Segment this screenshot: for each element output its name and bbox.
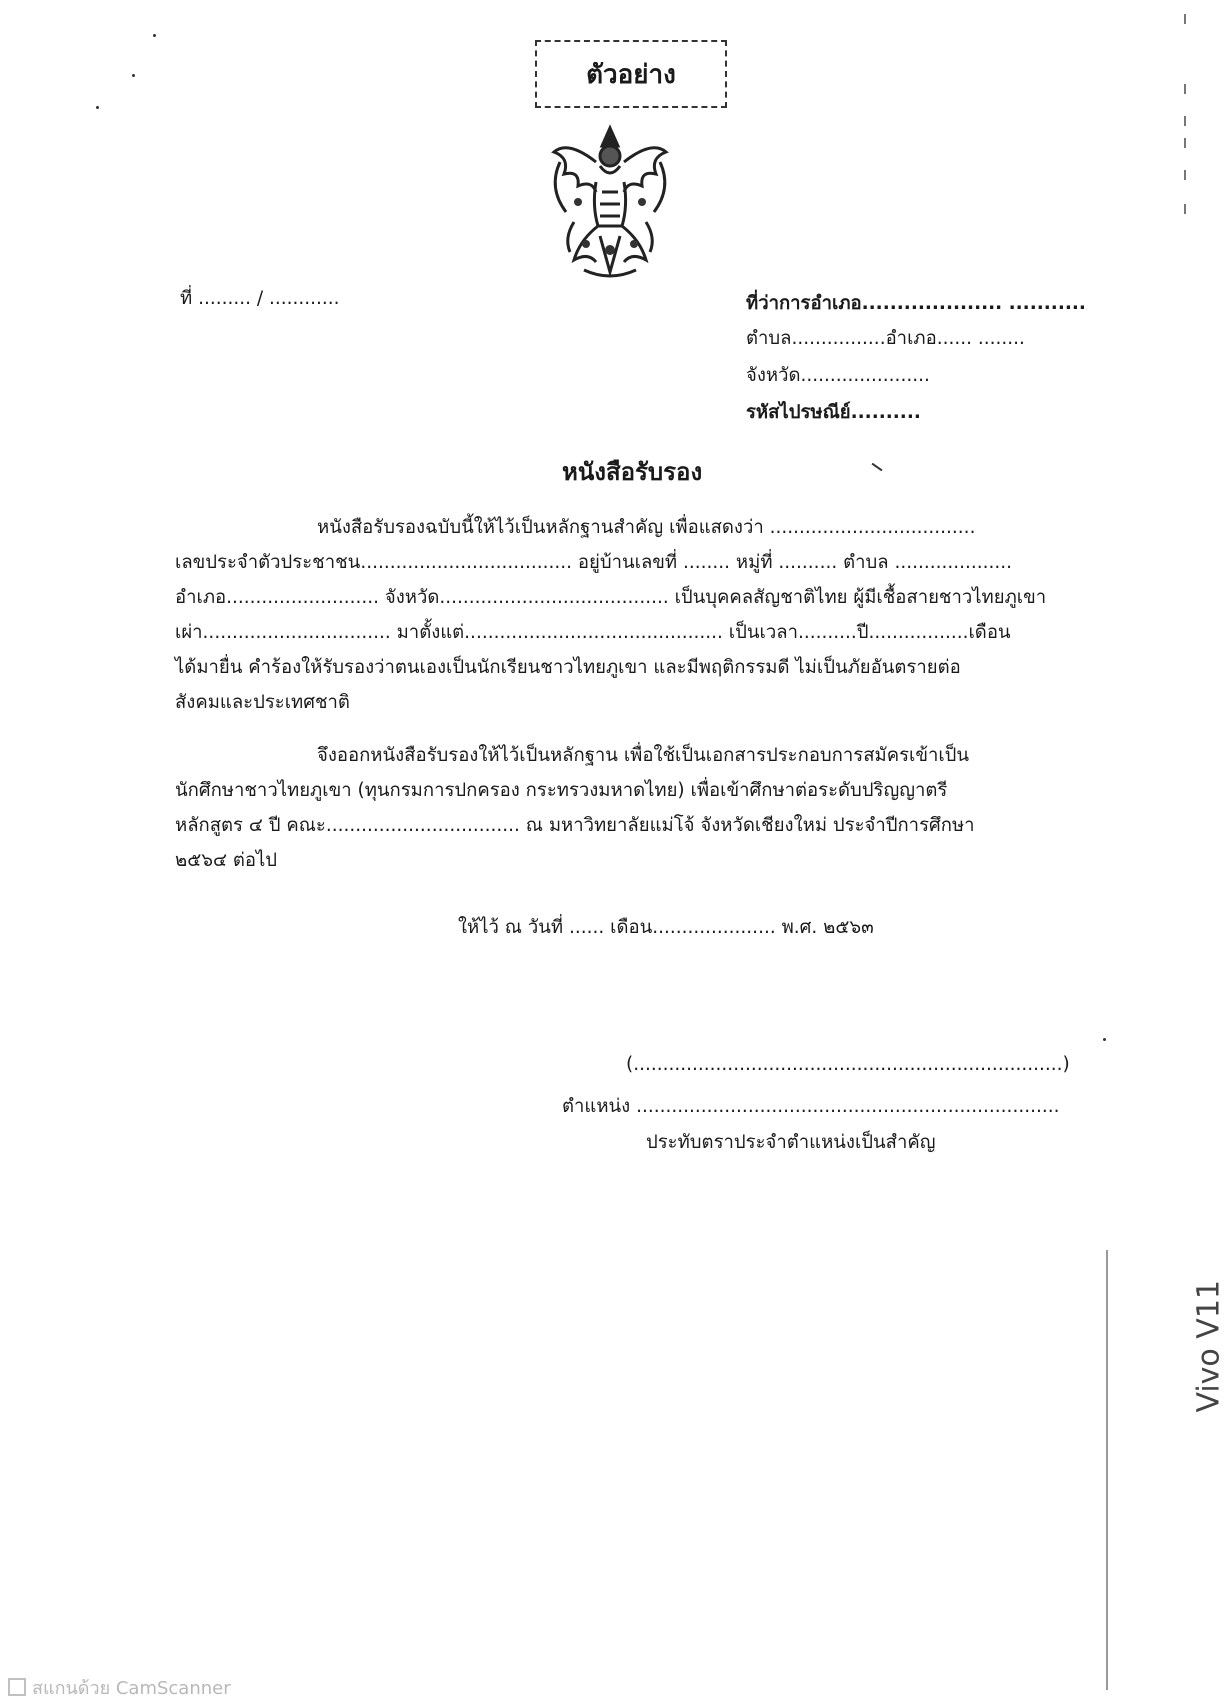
scan-edge-line bbox=[1106, 1250, 1108, 1690]
paragraph-2-line: หลักสูตร ๔ ปี คณะ................................. ณ มหาวิทยาลัยแม่โจ้ จังหวัดเชียงใหม่ ประจำปีการศึกษา bbox=[175, 815, 975, 836]
certificate-paragraph-1 bbox=[175, 510, 1045, 720]
paragraph-1-line: หนังสือรับรองฉบับนี้ให้ไว้เป็นหลักฐานสำคัญ เพื่อแสดงว่า ................................... bbox=[317, 517, 976, 538]
signer-name-line: (.........................................................................) bbox=[626, 1054, 1070, 1075]
scan-edge-mark bbox=[1184, 116, 1186, 126]
sample-label: ตัวอย่าง bbox=[535, 40, 727, 108]
district-office: ที่ว่าการอำเภอ.................... ........... bbox=[746, 293, 1086, 314]
handwritten-margin-note: Vivo V11 bbox=[1192, 1280, 1227, 1413]
paragraph-2-line: ๒๕๖๔ ต่อไป bbox=[175, 850, 277, 871]
reference-number: ที่ ......... / ............ bbox=[180, 288, 340, 309]
pen-mark bbox=[872, 463, 883, 472]
paragraph-2-line: จึงออกหนังสือรับรองให้ไว้เป็นหลักฐาน เพื่อใช้เป็นเอกสารประกอบการสมัครเข้าเป็น bbox=[317, 745, 970, 766]
scan-speck bbox=[1103, 1038, 1106, 1041]
paragraph-1-line: อำเภอ.......................... จังหวัด....................................... เป็นบุคคลสัญชาติไทย ผู้มีเชื้อสายชาวไทยภูเขา bbox=[175, 587, 1047, 608]
paragraph-2-line: นักศึกษาชาวไทยภูเขา (ทุนกรมการปกครอง กระทรวงมหาดไทย) เพื่อเข้าศึกษาต่อระดับปริญญาตรี bbox=[175, 780, 948, 801]
paragraph-1-line: สังคมและประเทศชาติ bbox=[175, 692, 350, 713]
paragraph-1-line: เผ่า................................ มาตั้งแต่............................................ เป็นเวลา..........ปี.................เดือน bbox=[175, 622, 1011, 643]
scan-edge-mark bbox=[1184, 170, 1186, 180]
scan-edge-mark bbox=[1184, 204, 1186, 214]
scanner-icon bbox=[8, 1678, 26, 1696]
province-line: จังหวัด...................... bbox=[746, 365, 930, 386]
paragraph-1-line: ได้มายื่น คำร้องให้รับรองว่าตนเองเป็นนักเรียนชาวไทยภูเขา และมีพฤติกรรมดี ไม่เป็นภัยอันตรายต่อ bbox=[175, 657, 961, 678]
scan-speck bbox=[96, 106, 99, 109]
stamp-note: ประทับตราประจำตำแหน่งเป็นสำคัญ bbox=[646, 1132, 936, 1153]
camscanner-text: สแกนด้วย CamScanner bbox=[32, 1678, 231, 1699]
scan-speck bbox=[132, 74, 135, 77]
subdistrict-district-line: ตำบล................อำเภอ...... ........ bbox=[746, 328, 1025, 349]
scan-edge-mark bbox=[1184, 138, 1186, 148]
signer-position-line: ตำแหน่ง ........................................................................ bbox=[562, 1096, 1060, 1117]
postal-code-line: รหัสไปรษณีย์.......... bbox=[746, 402, 921, 423]
certificate-paragraph-2 bbox=[175, 738, 1045, 878]
garuda-emblem-icon bbox=[540, 122, 680, 282]
scan-edge-mark bbox=[1184, 14, 1186, 24]
issue-date-line: ให้ไว้ ณ วันที่ ...... เดือน..................... พ.ศ. ๒๕๖๓ bbox=[458, 917, 874, 938]
scan-edge-mark bbox=[1184, 84, 1186, 94]
scan-speck bbox=[153, 34, 156, 37]
paragraph-1-line: เลขประจำตัวประชาชน.................................... อยู่บ้านเลขที่ ........ หมู่ที่ .......... ตำบล .................... bbox=[175, 552, 1013, 573]
document-title: หนังสือรับรอง bbox=[562, 458, 703, 486]
camscanner-watermark bbox=[8, 1673, 231, 1702]
